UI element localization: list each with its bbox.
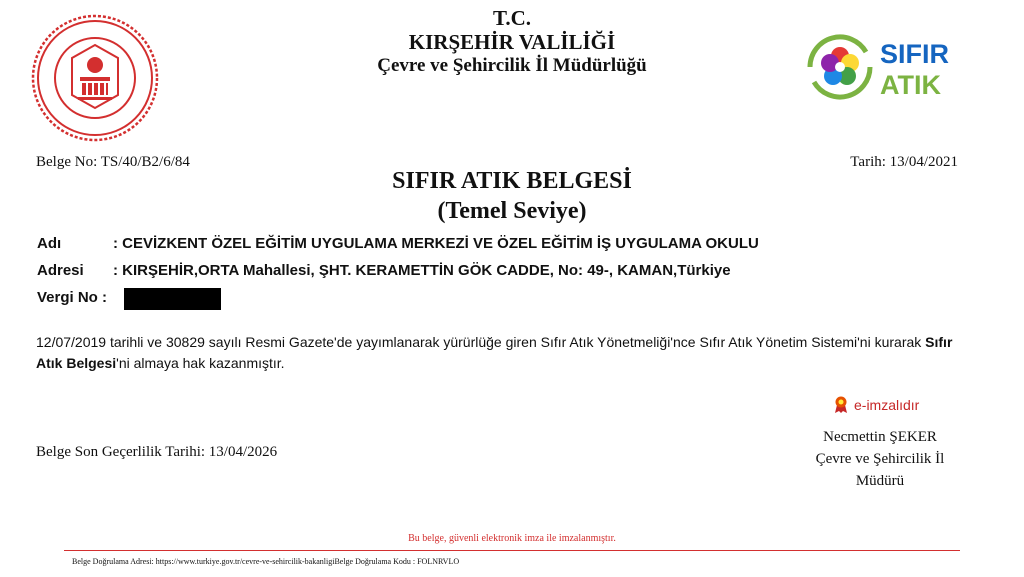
signer-name: Necmettin ŞEKER [823, 429, 937, 445]
name-value: : CEVİZKENT ÖZEL EĞİTİM UYGULAMA MERKEZİ VE ÖZEL EĞİTİM İŞ UYGULAMA OKULU [113, 235, 759, 252]
ministry-seal-icon [30, 13, 160, 143]
e-signature-badge [834, 396, 919, 417]
e-signature-label: e-imzalıdır [854, 397, 920, 414]
certificate-title [262, 166, 762, 226]
footer-esign-note: Bu belge, güvenli elektronik imza ile imzalanmıştır. [408, 533, 616, 544]
tax-no-redaction [124, 288, 221, 310]
signer-block [790, 426, 970, 492]
signer-title-line1: Çevre ve Şehircilik İl [815, 451, 945, 467]
body-text-part2: 'ni almaya hak kazanmıştır. [116, 355, 285, 371]
logo-text-atik: ATIK [880, 70, 941, 100]
belge-no: Belge No: TS/40/B2/6/84 [36, 154, 190, 170]
award-ribbon-icon [834, 396, 848, 417]
header-directorate: Çevre ve Şehircilik İl Müdürlüğü [377, 55, 647, 76]
sifir-atik-flower-icon [810, 37, 870, 97]
certificate-body [36, 332, 976, 374]
address-value: : KIRŞEHİR,ORTA Mahallesi, ŞHT. KERAMETTİN GÖK CADDE, No: 49-, KAMAN,Türkiye [113, 262, 731, 279]
body-text-part1: 12/07/2019 tarihli ve 30829 sayılı Resmi Gazete'de yayımlanarak yürürlüğe giren Sıfır Atık Yönetmeliği'nce Sıfır Atık Yönetim Sistemi'ni kurarak [36, 334, 926, 350]
title-level: (Temel Seviye) [437, 198, 587, 224]
document-header [262, 6, 762, 78]
header-tc: T.C. [492, 6, 532, 30]
sifir-atik-logo [806, 32, 964, 102]
footer-verification: Belge Doğrulama Adresi: https://www.turkiye.gov.tr/cevre-ve-sehircilik-bakanligiBelge Doğrulama Kodu : FOLNRVLO [72, 557, 460, 566]
address-label: Adresi [37, 262, 84, 279]
header-governorship: KIRŞEHİR VALİLİĞİ [408, 30, 616, 54]
name-label: Adı [37, 235, 62, 252]
expiry-date: Belge Son Geçerlilik Tarihi: 13/04/2026 [36, 444, 278, 460]
body-text-bold: Sıfır Atık Belgesi [36, 334, 953, 371]
tax-no-label: Vergi No : [37, 289, 108, 306]
logo-text-sifir: SIFIR [880, 39, 950, 69]
footer-divider [64, 550, 960, 551]
title-main: SIFIR ATIK BELGESİ [392, 168, 632, 194]
document-date: Tarih: 13/04/2021 [850, 154, 958, 170]
signer-title-line2: Müdürü [855, 473, 905, 489]
